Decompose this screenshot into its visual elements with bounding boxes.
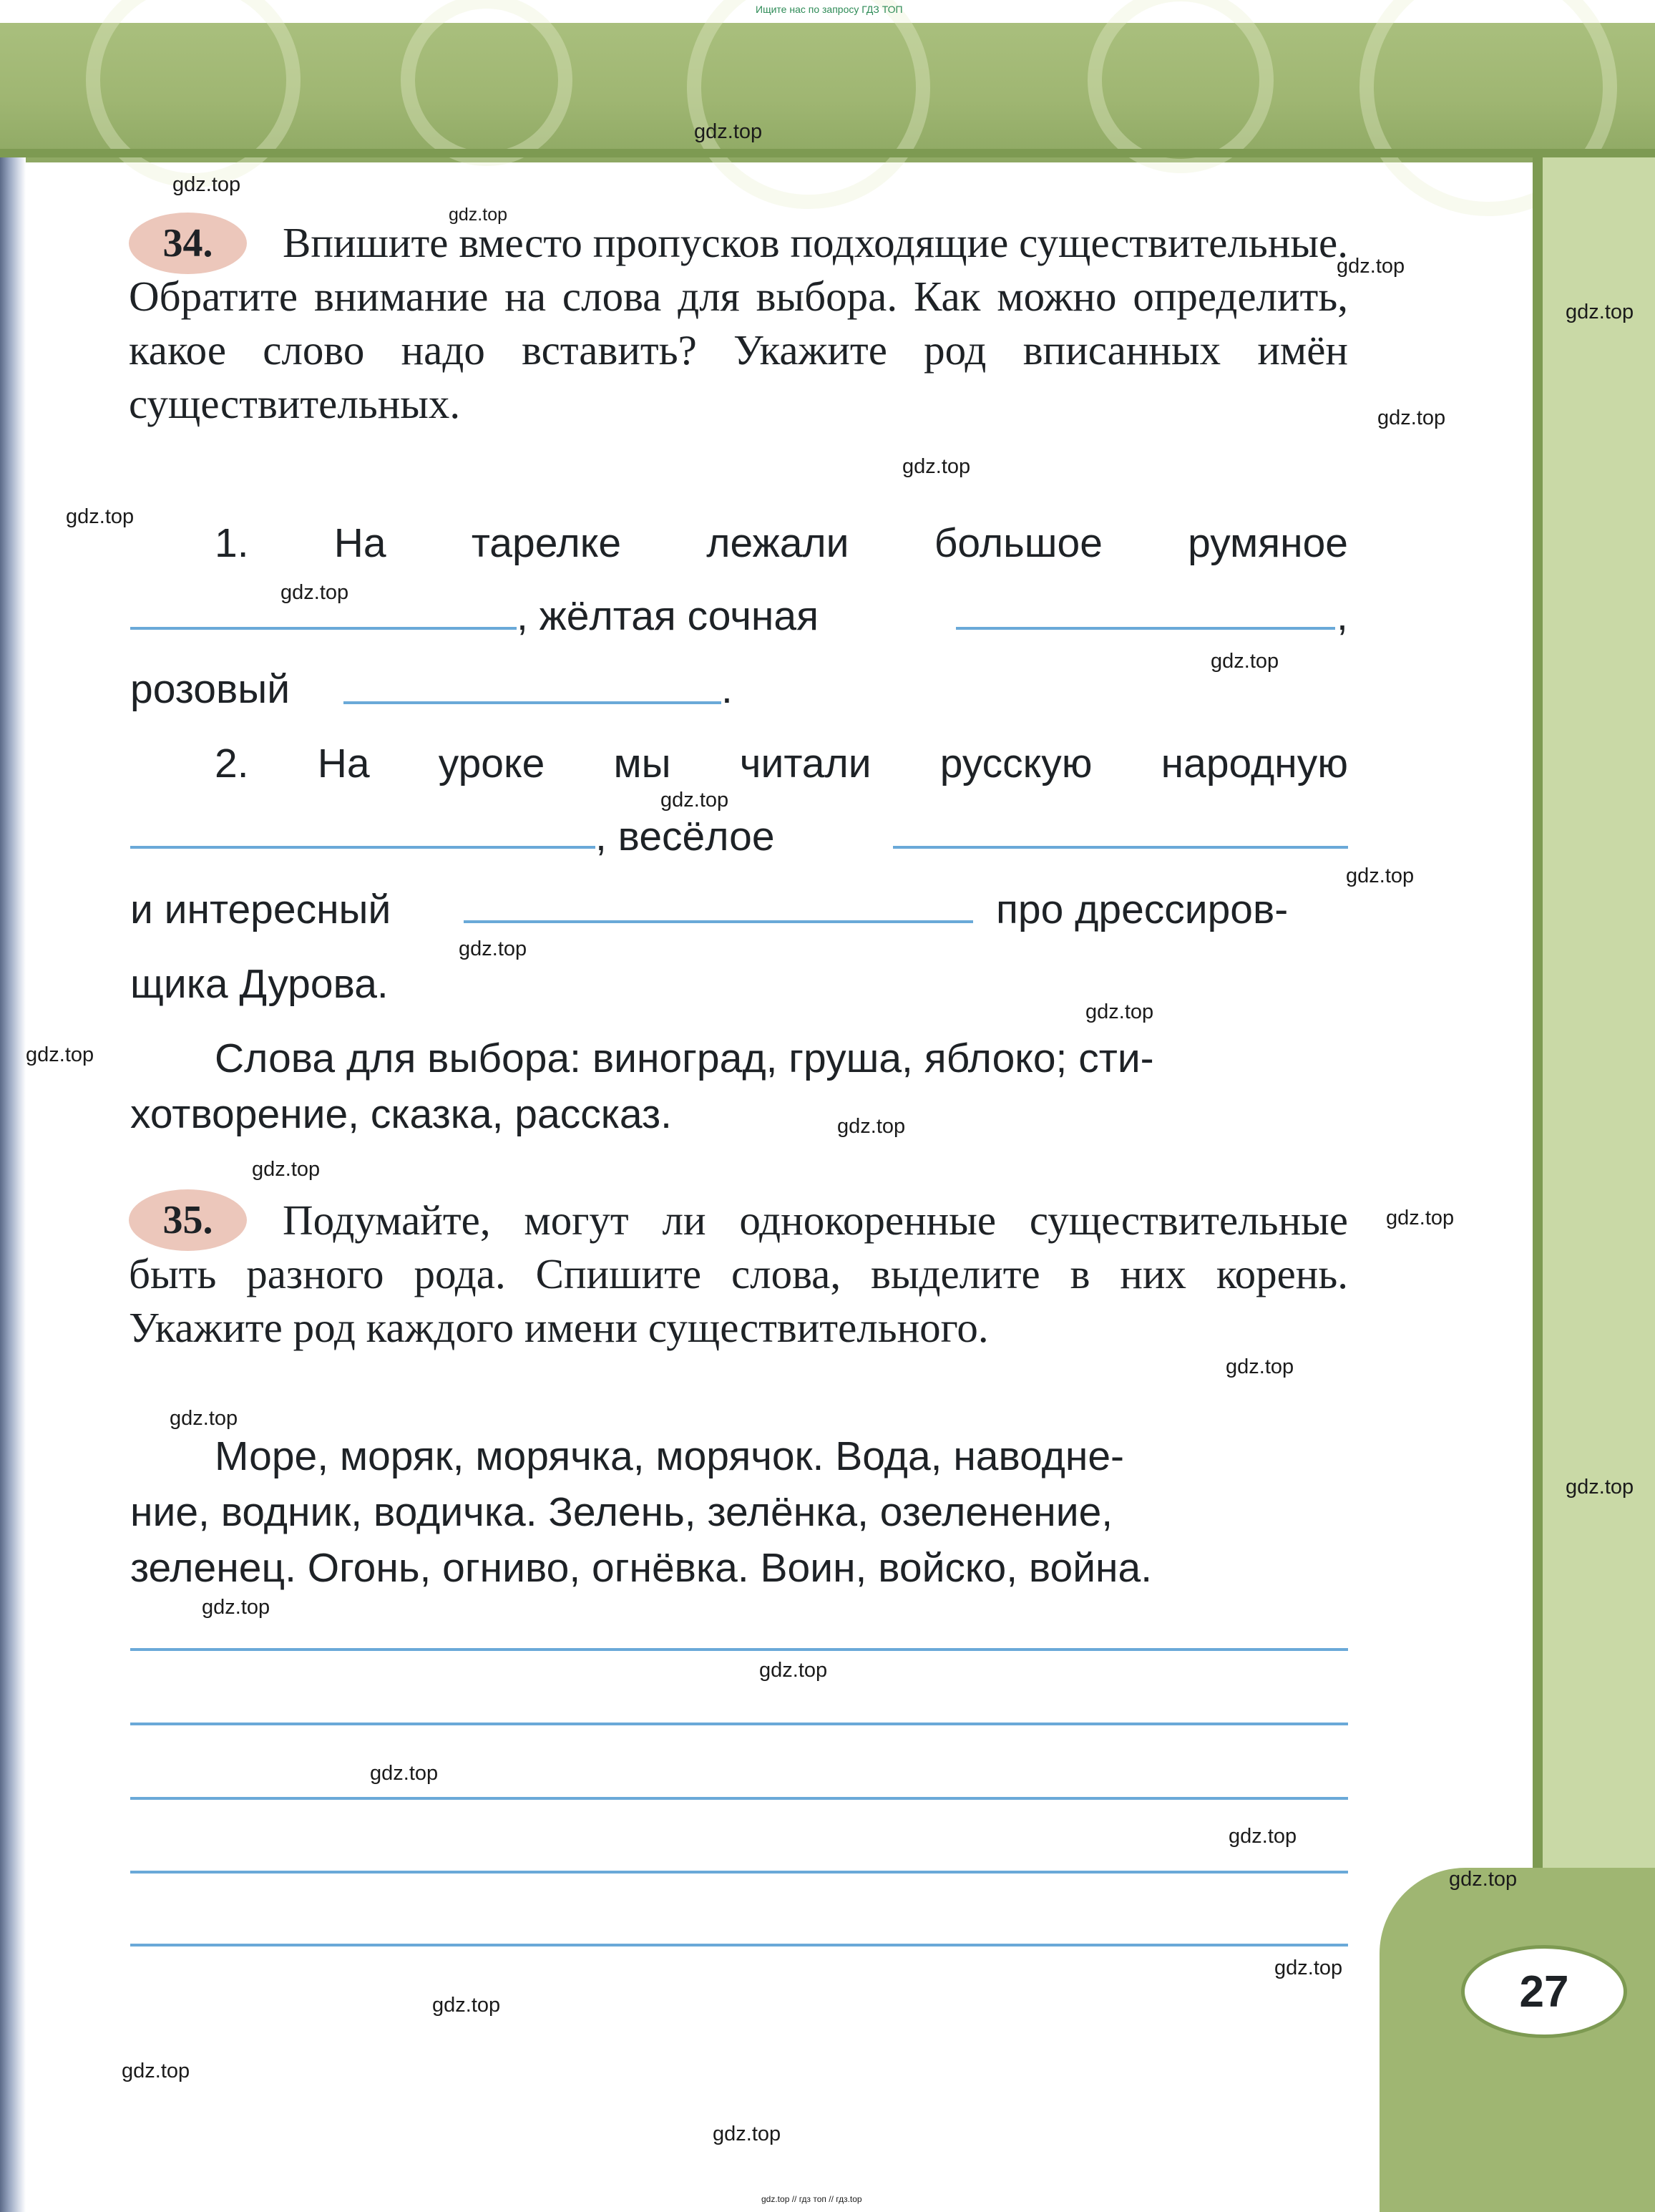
watermark: gdz.top	[432, 1994, 501, 2017]
watermark: gdz.top	[902, 455, 971, 478]
blank-4[interactable]	[130, 846, 595, 849]
watermark: gdz.top	[1226, 1355, 1294, 1378]
choices-line-1: Слова для выбора: виноград, груша, яблоко; сти-	[215, 1036, 1154, 1081]
watermark: gdz.top	[759, 1659, 828, 1682]
watermark: gdz.top	[1566, 301, 1634, 323]
blank-3[interactable]	[343, 701, 721, 704]
watermark: gdz.top	[459, 937, 527, 960]
words-line-2: ние, водник, водичка. Зелень, зелёнка, озеленение,	[130, 1489, 1113, 1535]
watermark: gdz.top	[694, 120, 763, 143]
item-1-mid: , жёлтая сочная	[517, 593, 819, 639]
watermark: gdz.top	[837, 1115, 906, 1138]
item-2-line-1: 2. На уроке мы читали русскую народную	[215, 741, 1348, 786]
watermark: gdz.top	[660, 789, 729, 812]
watermark: gdz.top	[370, 1762, 439, 1785]
watermark: gdz.top	[449, 205, 508, 225]
writing-line-2[interactable]	[130, 1723, 1348, 1725]
page-number: 27	[1461, 1945, 1627, 2038]
item-2-line-4: щика Дурова.	[130, 961, 389, 1007]
choices-line-2: хотворение, сказка, рассказ.	[130, 1091, 672, 1137]
bottom-caption: gdz.top // гдз топ // гдз.top	[761, 2194, 862, 2204]
watermark: gdz.top	[1386, 1207, 1455, 1229]
header-decor-band	[0, 23, 1655, 162]
watermark: gdz.top	[172, 173, 241, 196]
watermark: gdz.top	[26, 1043, 94, 1066]
watermark: gdz.top	[713, 2123, 781, 2145]
words-line-1: Море, моряк, морячка, морячок. Вода, наводне-	[215, 1433, 1125, 1479]
page-corner-decor	[1380, 1868, 1655, 2212]
task-34-instruction: Впишите вместо пропусков подходящие существительные. Обратите внимание на слова для выбора. Как можно определить, какое слово надо вставить? Укажите род вписанных имён существительных.	[129, 219, 1348, 427]
writing-line-1[interactable]	[130, 1648, 1348, 1651]
top-caption: Ищите нас по запросу ГДЗ ТОП	[756, 4, 903, 15]
item-1-period: .	[721, 666, 733, 712]
watermark: gdz.top	[1346, 864, 1415, 887]
watermark: gdz.top	[1337, 255, 1405, 278]
item-1-line-3-start: розовый	[130, 666, 291, 712]
item-2-mid: , весёлое	[595, 814, 775, 859]
watermark: gdz.top	[1211, 650, 1279, 673]
writing-line-3[interactable]	[130, 1797, 1348, 1800]
task-34-number-badge: 34.	[129, 213, 247, 274]
watermark: gdz.top	[66, 505, 135, 528]
item-1-comma: ,	[1337, 593, 1348, 639]
watermark: gdz.top	[170, 1407, 238, 1430]
watermark: gdz.top	[122, 2060, 190, 2082]
writing-line-5[interactable]	[130, 1944, 1348, 1947]
watermark: gdz.top	[1566, 1476, 1634, 1499]
writing-line-4[interactable]	[130, 1871, 1348, 1874]
blank-6[interactable]	[464, 920, 973, 923]
watermark: gdz.top	[252, 1158, 321, 1181]
watermark: gdz.top	[202, 1596, 270, 1619]
item-2-line-3-start: и интересный	[130, 887, 391, 932]
watermark: gdz.top	[1377, 406, 1446, 429]
margin-rule	[1533, 157, 1543, 1982]
item-2-line-3-end: про дрессиров-	[996, 887, 1289, 932]
watermark: gdz.top	[1229, 1825, 1297, 1848]
task-35-instruction: Подумайте, могут ли однокоренные существительные быть разного рода. Спишите слова, выделите в них корень. Укажите род каждого имени существительного.	[129, 1197, 1348, 1351]
header-rule	[0, 149, 1655, 157]
blank-5[interactable]	[893, 846, 1348, 849]
blank-2[interactable]	[956, 627, 1335, 630]
watermark: gdz.top	[280, 581, 349, 604]
watermark: gdz.top	[1449, 1868, 1518, 1891]
blank-1[interactable]	[130, 627, 517, 630]
book-spine-shadow	[0, 157, 26, 2212]
watermark: gdz.top	[1085, 1000, 1154, 1023]
task-35-number-badge: 35.	[129, 1189, 247, 1251]
watermark: gdz.top	[1274, 1957, 1343, 1979]
item-1-line-1: 1. На тарелке лежали большое румяное	[215, 520, 1348, 566]
words-line-3: зеленец. Огонь, огниво, огнёвка. Воин, войско, война.	[130, 1545, 1153, 1591]
